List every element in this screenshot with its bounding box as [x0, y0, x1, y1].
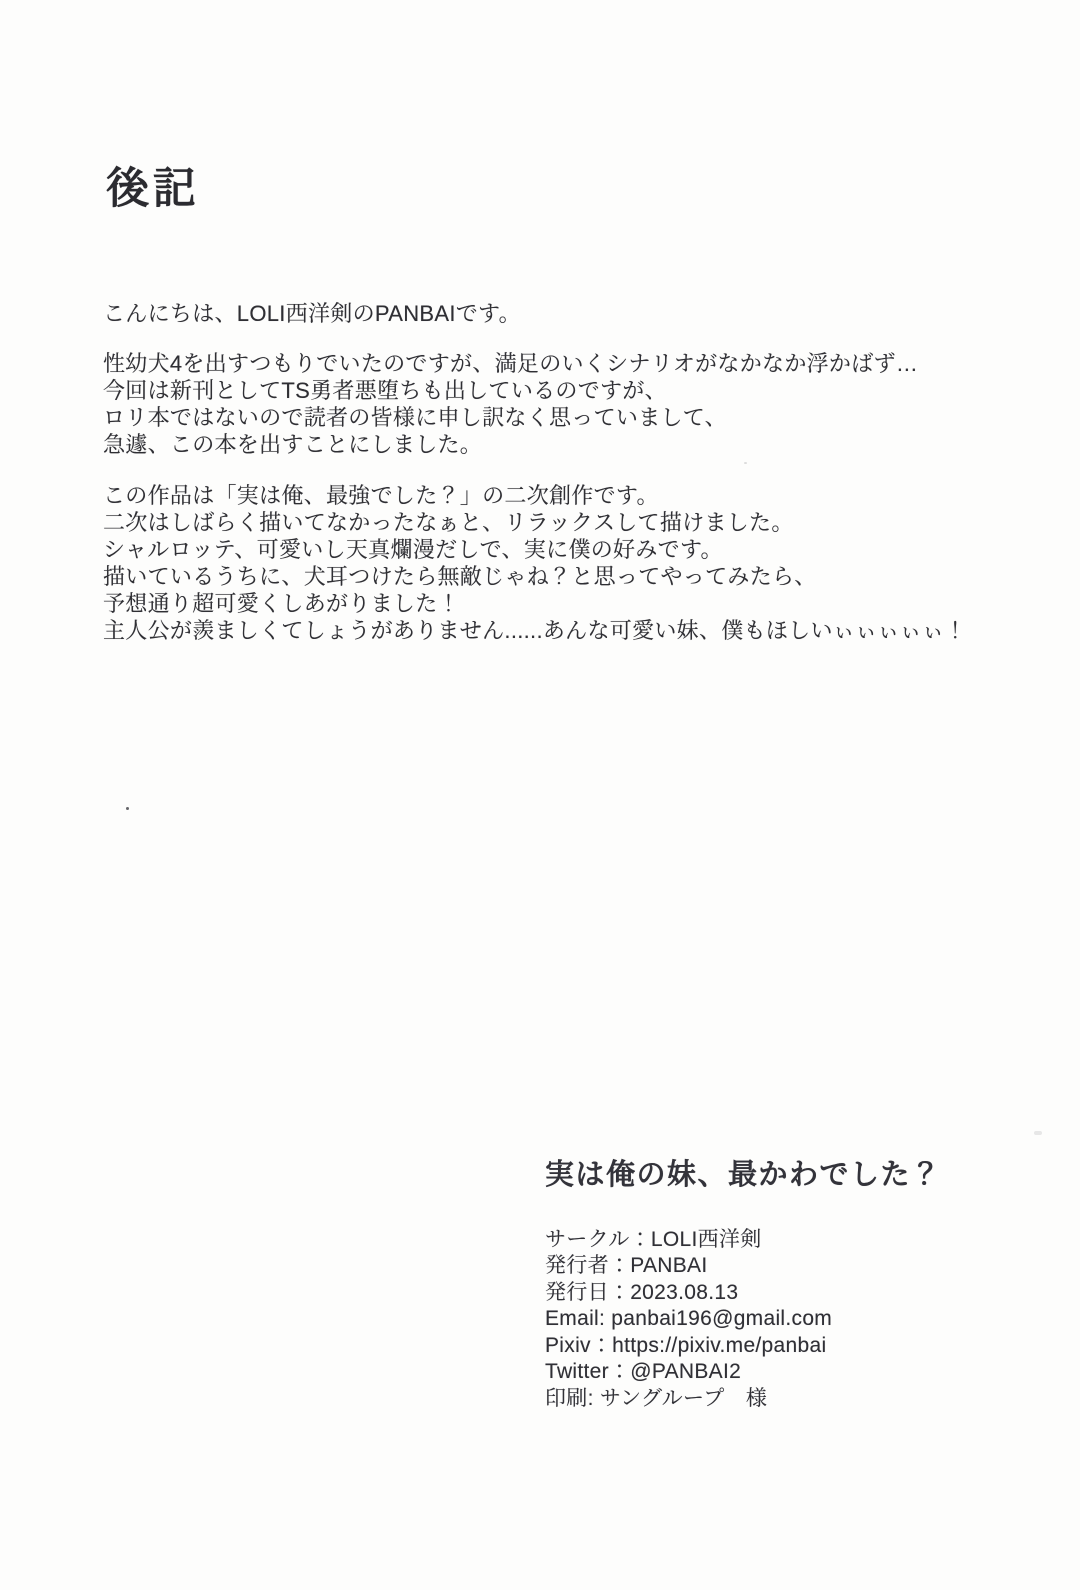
text-line: こんにちは、LOLI西洋剣のPANBAIです。	[103, 301, 521, 326]
colophon	[545, 1158, 942, 1412]
colophon-pixiv: Pixiv：https://pixiv.me/panbai	[545, 1333, 827, 1357]
colophon-printer: 印刷: サングループ 様	[545, 1386, 768, 1410]
scan-speck	[1034, 1131, 1042, 1135]
text-line: 二次はしばらく描いてなかったなぁと、リラックスして描けました。	[103, 510, 794, 535]
text-line: 描いているうちに、犬耳つけたら無敵じゃね？と思ってやってみたら、	[103, 564, 817, 589]
apology-paragraph	[103, 350, 918, 458]
colophon-lines	[545, 1227, 942, 1413]
text-line: 今回は新刊としてTS勇者悪堕ちも出しているのですが、	[103, 378, 667, 403]
work-comment-paragraph	[103, 482, 967, 644]
greeting-paragraph	[103, 300, 521, 327]
book-title: 実は俺の妹、最かわでした？	[545, 1159, 942, 1191]
text-line: シャルロッテ、可愛いし天真爛漫だしで、実に僕の好みです。	[103, 537, 723, 562]
colophon-publisher: 発行者：PANBAI	[545, 1254, 708, 1278]
scan-speck	[126, 807, 129, 810]
scan-speck	[744, 462, 747, 464]
colophon-email: Email: panbai196@gmail.com	[545, 1307, 833, 1331]
text-line: ロリ本ではないので読者の皆様に申し訳なく思っていまして、	[103, 405, 727, 430]
colophon-publish-date: 発行日：2023.08.13	[545, 1280, 739, 1304]
text-line: この作品は「実は俺、最強でした？」の二次創作です。	[103, 483, 659, 508]
colophon-circle: サークル：LOLI西洋剣	[545, 1227, 762, 1251]
text-line: 主人公が羨ましくてしょうがありません......あんな可愛い妹、僕もほしいぃぃぃぃぃ！	[103, 618, 967, 643]
text-line: 予想通り超可愛くしあがりました！	[103, 591, 460, 616]
page-title: 後記	[106, 165, 200, 213]
text-line: 急遽、この本を出すことにしました。	[103, 432, 483, 457]
text-line: 性幼犬4を出すつもりでいたのですが、満足のいくシナリオがなかなか浮かばず…	[103, 351, 919, 376]
colophon-twitter: Twitter：@PANBAI2	[545, 1360, 742, 1384]
